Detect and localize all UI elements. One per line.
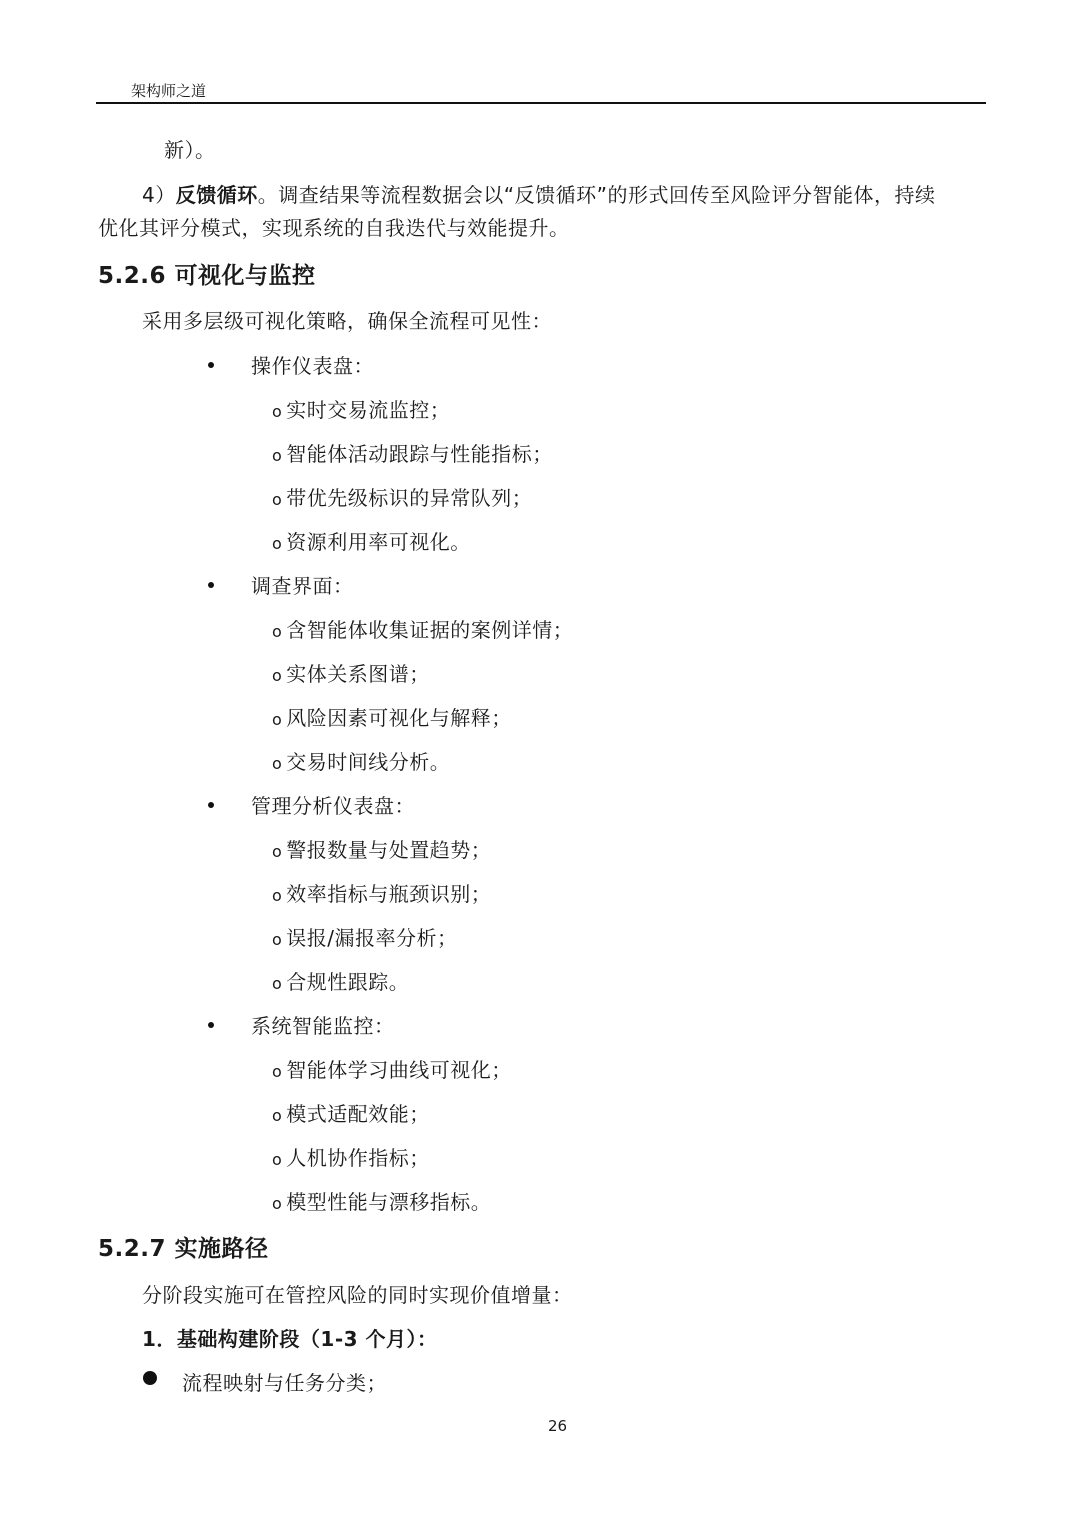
list-item: o 智能体学习曲线可视化； xyxy=(272,1058,512,1082)
list-item: o 效率指标与瓶颈识别； xyxy=(272,882,492,906)
list-item: o 警报数量与处置趋势； xyxy=(272,838,492,862)
list-item: o 模型性能与漂移指标。 xyxy=(272,1190,492,1214)
feedback-number: 4） xyxy=(142,183,176,207)
list-item: o 模式适配效能； xyxy=(272,1102,430,1126)
circle-bullet-icon: o xyxy=(272,622,283,641)
continuation-text: 新）。 xyxy=(164,138,216,162)
list-item: 流程映射与任务分类； xyxy=(182,1371,387,1395)
circle-bullet-icon: o xyxy=(272,974,283,993)
bullet-icon xyxy=(208,582,214,588)
section-intro-5-2-7: 分阶段实施可在管控风险的同时实现价值增量： xyxy=(142,1283,573,1307)
circle-bullet-icon: o xyxy=(272,1150,283,1169)
circle-bullet-icon: o xyxy=(272,1062,283,1081)
list-item: o 风险因素可视化与解释； xyxy=(272,706,512,730)
group-title-management: 管理分析仪表盘： xyxy=(251,794,415,818)
section-intro-5-2-6: 采用多层级可视化策略，确保全流程可见性： xyxy=(142,309,552,333)
feedback-text: 。调查结果等流程数据会以“反馈循环”的形式回传至风险评分智能体，持续 xyxy=(257,183,936,207)
filled-bullet-icon xyxy=(143,1371,157,1385)
running-header: 架构师之道 xyxy=(131,82,207,100)
phase-heading: 1．基础构建阶段（1-3 个月）： xyxy=(142,1327,438,1351)
feedback-paragraph-line1 xyxy=(142,179,935,208)
group-title-operations: 操作仪表盘： xyxy=(251,354,374,378)
list-item: o 智能体活动跟踪与性能指标； xyxy=(272,442,553,466)
list-item: o 含智能体收集证据的案例详情； xyxy=(272,618,574,642)
list-item: o 实时交易流监控； xyxy=(272,398,451,422)
list-item: o 人机协作指标； xyxy=(272,1146,430,1170)
feedback-paragraph-line2: 优化其评分模式，实现系统的自我迭代与效能提升。 xyxy=(98,216,570,240)
list-item: o 实体关系图谱； xyxy=(272,662,430,686)
feedback-term: 反馈循环 xyxy=(175,183,258,207)
section-heading-5-2-7: 5.2.7 实施路径 xyxy=(98,1236,269,1262)
circle-bullet-icon: o xyxy=(272,754,283,773)
list-item: o 合规性跟踪。 xyxy=(272,970,410,994)
circle-bullet-icon: o xyxy=(272,930,283,949)
circle-bullet-icon: o xyxy=(272,842,283,861)
section-heading-5-2-6: 5.2.6 可视化与监控 xyxy=(98,263,316,289)
circle-bullet-icon: o xyxy=(272,490,283,509)
bullet-icon xyxy=(208,802,214,808)
circle-bullet-icon: o xyxy=(272,1106,283,1125)
list-item: o 带优先级标识的异常队列； xyxy=(272,486,533,510)
group-title-system-intelligence: 系统智能监控： xyxy=(251,1014,395,1038)
list-item: o 交易时间线分析。 xyxy=(272,750,451,774)
circle-bullet-icon: o xyxy=(272,666,283,685)
header-divider xyxy=(96,102,986,104)
group-title-investigation: 调查界面： xyxy=(251,574,354,598)
list-item: o 误报/漏报率分析； xyxy=(272,926,458,950)
bullet-icon xyxy=(208,362,214,368)
circle-bullet-icon: o xyxy=(272,710,283,729)
bullet-icon xyxy=(208,1022,214,1028)
list-item: o 资源利用率可视化。 xyxy=(272,530,471,554)
circle-bullet-icon: o xyxy=(272,402,283,421)
circle-bullet-icon: o xyxy=(272,446,283,465)
circle-bullet-icon: o xyxy=(272,1194,283,1213)
circle-bullet-icon: o xyxy=(272,534,283,553)
circle-bullet-icon: o xyxy=(272,886,283,905)
page-number: 26 xyxy=(548,1417,568,1435)
